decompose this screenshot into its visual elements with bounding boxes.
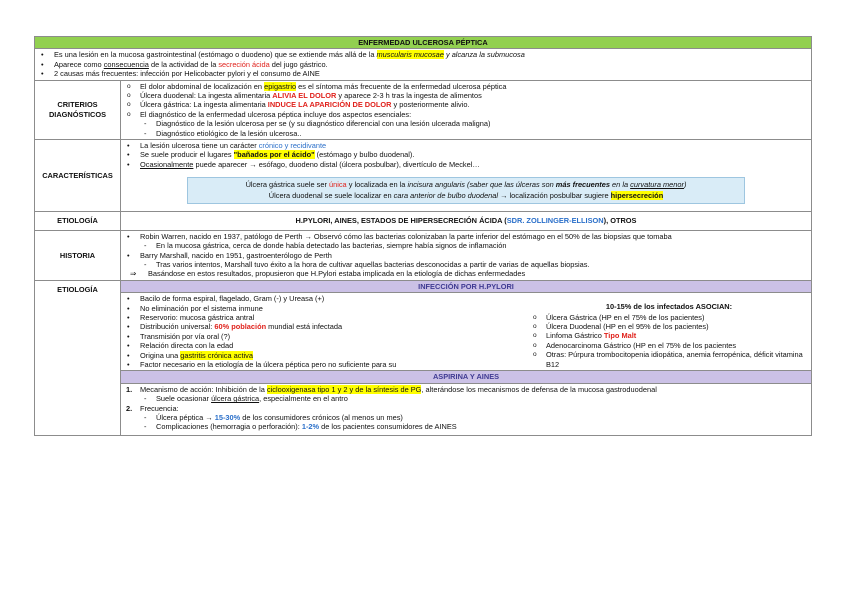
intro-item: • 2 causas más frecuentes: infección por Helicobacter pylori y el consumo de AINE [38,69,808,78]
intro-item: • Aparece como consecuencia de la actividad de la secreción ácida del jugo gástrico. [38,60,808,69]
aines-subitem: - Úlcera péptica → 15-30% de los consumidores crónicos (al menos un mes) [124,413,808,422]
hpylori-section-title: INFECCIÓN POR H.PYLORI [121,280,812,292]
historia-subitem: - En la mucosa gástrica, cerca de donde había detectado las bacterias, siempre había signos de inflamación [124,241,808,250]
etiologia-summary-row [35,212,812,230]
hpylori-item: • Transmisión por vía oral (?) [124,332,530,341]
historia-row [35,230,812,280]
hpylori-header-row [35,280,812,292]
intro-cell [35,49,812,80]
title-row [35,37,812,49]
criterio-item: o Úlcera gástrica: La ingesta alimentaria INDUCE LA APARICIÓN DE DOLOR y posteriormente alivio. [124,100,808,109]
asociacion-item: o Úlcera Duodenal (HP en el 95% de los pacientes) [530,322,808,331]
historia-conclusion: ⇒ Basándose en estos resultados, propusieron que H.Pylori estaba implicada en la etiología de dichas enfermedades [124,269,808,278]
hpylori-item: • Reservorio: mucosa gástrica antral [124,313,530,322]
criterio-item: o El diagnóstico de la enfermedad ulcerosa péptica incluye dos aspectos esenciales: [124,110,808,119]
criterio-item: o Úlcera duodenal: La ingesta alimentaria ALIVIA EL DOLOR y aparece 2-3 h tras la ingesta de alimentos [124,91,808,100]
criterios-label: CRITERIOS DIAGNÓSTICOS [35,80,121,139]
asociacion-item: o Úlcera Gástrica (HP en el 75% de los pacientes) [530,313,808,322]
historia-subitem: - Tras varios intentos, Marshall tuvo éxito a la hora de cultivar aquellas bacterias desconocidas a partir de varias de aquellas biopsias. [124,260,808,269]
intro-item: • Es una lesión en la mucosa gastrointestinal (estómago o duodeno) que se extiende más allá de la muscularis mucosae y alcanza la submucosa [38,50,808,59]
hpylori-item: • Relación directa con la edad [124,341,530,350]
historia-label: HISTORIA [35,230,121,280]
caracteristica-item: • Ocasionalmente puede aparecer → esófago, duodeno distal (úlcera posbulbar), divertículo de Meckel… [124,160,808,169]
criterio-subitem: - Diagnóstico etiológico de la lesión ulcerosa.. [124,129,808,138]
aines-cell [121,383,812,435]
summary-table [34,36,812,436]
callout-line-gastric: Úlcera gástrica suele ser única y localizada en la incisura angularis (saber que las úlceras son más frecuentes en la curvatura menor) [245,180,687,190]
caracteristicas-cell [121,140,812,212]
aines-item: 2. Frecuencia: [126,403,179,413]
hpylori-item: • Distribución universal: 60% población mundial está infectada [124,322,530,331]
caracteristicas-row [35,140,812,212]
criterio-subitem: - Diagnóstico de la lesión ulcerosa per se (y su diagnóstico diferencial con una lesión ulcerada maligna) [124,119,808,128]
document-page [34,36,812,436]
criterio-item: o El dolor abdominal de localización en epigastrio es el síntoma más frecuente de la enfermedad ulcerosa péptica [124,82,808,91]
criterios-cell [121,80,812,139]
asociacion-item: o Linfoma Gástrico Tipo Malt [530,331,808,340]
intro-row [35,49,812,80]
criterios-row [35,80,812,139]
aines-subitem: - Suele ocasionar úlcera gástrica, especialmente en el antro [124,394,808,403]
aines-section-title: ASPIRINA Y AINES [121,371,812,383]
hpylori-item: • Origina una gastritis crónica activa [124,351,530,360]
document-title: ENFERMEDAD ULCEROSA PÉPTICA [35,37,812,49]
etiologia-label: ETIOLOGÍA [35,212,121,230]
hpylori-list [124,294,530,369]
historia-cell [121,230,812,280]
hpylori-row [35,293,812,371]
aines-subitem: - Complicaciones (hemorragia o perforación): 1-2% de los pacientes consumidores de AINES [124,422,808,431]
caracteristicas-label: CARACTERÍSTICAS [35,140,121,212]
hpylori-cell [121,293,812,371]
asociacion-item: o Adenocarcinoma Gástrico (HP en el 75% de los pacientes [530,341,808,350]
etiologia-summary: H.PYLORI, AINES, ESTADOS DE HIPERSECRECIÓN ÁCIDA (SDR. ZOLLINGER-ELLISON), OTROS [121,212,812,230]
caracteristica-item: • La lesión ulcerosa tiene un carácter crónico y recidivante [124,141,808,150]
caracteristica-item: • Se suele producir el lugares "bañados por el ácido" (estómago y bulbo duodenal). [124,150,808,159]
hpylori-item: • Factor necesario en la etiología de la úlcera péptica pero no suficiente para su [124,360,530,369]
callout-line-duodenal: Úlcera duodenal se suele localizar en cara anterior de bulbo duodenal → localización posbulbar sugiere hipersecreción [268,190,664,200]
aines-row [35,383,812,435]
asociaciones-box [530,294,808,369]
ulcer-location-callout [187,177,745,204]
historia-item: • Barry Marshall, nacido en 1951, gastroenterólogo de Perth [124,251,808,260]
aines-item: 1. Mecanismo de acción: Inhibición de la ciclooxigenasa tipo 1 y 2 y de la síntesis de PG, alterándose los mecanismos de defensa de la mucosa gastroduodenal [126,384,657,394]
asociaciones-title: 10-15% de los infectados ASOCIAN: [605,302,733,312]
historia-item: • Robin Warren, nacido en 1937, patólogo de Perth → Observó cómo las bacterias colonizaban la parte inferior del estómago en el 50% de las biopsias que tomaba [124,232,808,241]
etiologia-detail-label: ETIOLOGÍA [35,280,121,435]
hpylori-item: • No eliminación por el sistema inmune [124,304,530,313]
hpylori-item: • Bacilo de forma espiral, flagelado, Gram (-) y Ureasa (+) [124,294,530,303]
asociacion-item: o Otras: Púrpura trombocitopenia idiopática, anemia ferropénica, déficit vitamina B12 [530,350,808,369]
aines-header-row [35,371,812,383]
